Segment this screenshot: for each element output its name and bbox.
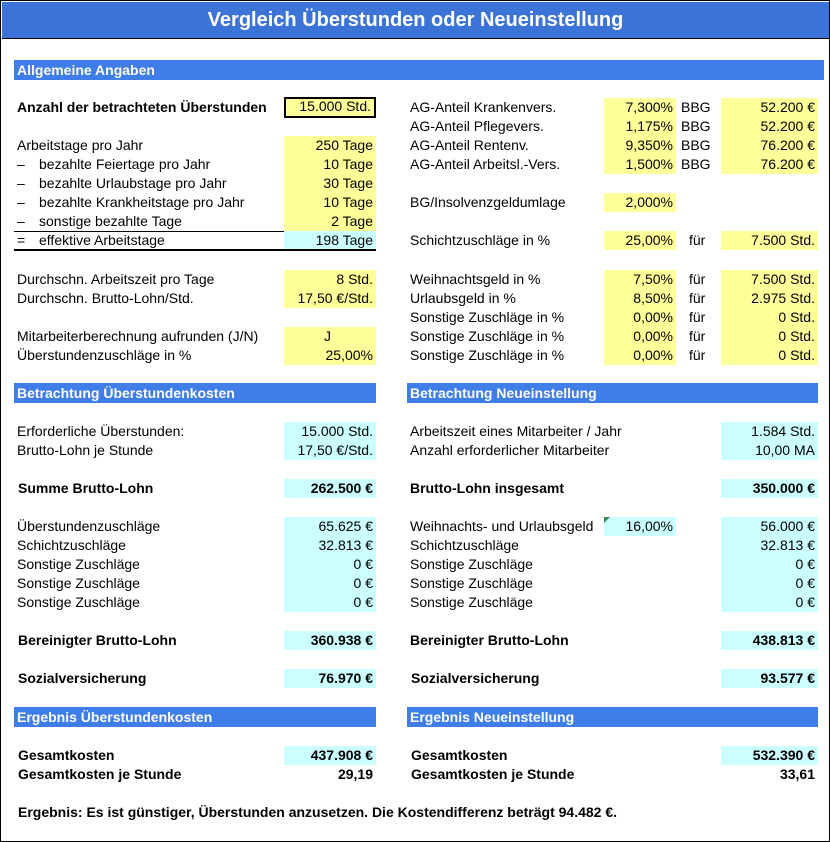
- ueber-gesamtkosten-value: 437.908 €: [284, 746, 376, 765]
- summe-brutto-lohn-value: 262.500 €: [284, 479, 376, 498]
- neu-sonstige-1-label: Sonstige Zuschläge: [410, 556, 533, 572]
- kv-bbg-input[interactable]: 52.200 €: [721, 98, 818, 117]
- weihnachts-urlaubsgeld-pct: 16,00%: [604, 517, 676, 536]
- anzahl-mitarbeiter-label: Anzahl erforderlicher Mitarbeiter: [410, 442, 610, 458]
- feiertage-prefix: –: [17, 156, 25, 172]
- anzahl-ueberstunden-input[interactable]: 15.000 Std.: [284, 97, 376, 118]
- ueberstundenzuschlag-input[interactable]: 25,00%: [284, 346, 376, 365]
- pv-label: AG-Anteil Pflegevers.: [410, 118, 544, 134]
- neu-gesamtkosten-stunde-label: Gesamtkosten je Stunde: [411, 766, 575, 782]
- ueber-bereinigt-value: 360.938 €: [284, 631, 376, 650]
- weihnachtsgeld-pct-input[interactable]: 7,50%: [604, 270, 676, 289]
- anzahl-mitarbeiter-value: 10,00 MA: [721, 441, 818, 460]
- sonstige-zuschlag-1-std-input[interactable]: 0 Std.: [721, 308, 818, 327]
- sonstige-zuschlag-3-fuer-label: für: [689, 347, 706, 363]
- cell-comment-marker-icon: [604, 517, 610, 523]
- summe-brutto-lohn-label: Summe Brutto-Lohn: [18, 480, 154, 496]
- ueberstundenzuschlag-label: Überstundenzuschläge in %: [17, 347, 192, 363]
- rv-label: AG-Anteil Rentenv.: [410, 137, 529, 153]
- lohn-je-stunde-label: Brutto-Lohn je Stunde: [17, 442, 154, 458]
- urlaubsgeld-std-input[interactable]: 2.975 Std.: [721, 289, 818, 308]
- brutto-lohn-input[interactable]: 17,50 €/Std.: [284, 289, 376, 308]
- sonstige-zuschlag-2-pct-input[interactable]: 0,00%: [604, 327, 676, 346]
- ueber-gesamtkosten-stunde-label: Gesamtkosten je Stunde: [18, 766, 182, 782]
- sonstige-tage-label: sonstige bezahlte Tage: [39, 213, 182, 229]
- sonstige-zuschlag-2-fuer-label: für: [689, 328, 706, 344]
- urlaubstage-prefix: –: [17, 175, 25, 191]
- ueber-sonstige-1-value: 0 €: [284, 555, 376, 574]
- neu-gesamtkosten-value: 532.390 €: [721, 746, 818, 765]
- neu-bereinigt-label: Bereinigter Brutto-Lohn: [410, 632, 569, 648]
- urlaubstage-input[interactable]: 30 Tage: [284, 174, 376, 193]
- section-header-ergebnis-neueinstellung: Ergebnis Neueinstellung: [407, 707, 818, 727]
- brutto-lohn-insgesamt-value: 350.000 €: [721, 479, 818, 498]
- arbeitszeit-mitarbeiter-label: Arbeitszeit eines Mitarbeiter / Jahr: [410, 423, 622, 439]
- schicht-label: Schichtzuschläge in %: [410, 232, 551, 248]
- sonstige-tage-input[interactable]: 2 Tage: [284, 212, 376, 231]
- weihnachtsgeld-fuer-label: für: [689, 271, 706, 287]
- section-header-neueinstellung: Betrachtung Neueinstellung: [407, 383, 818, 403]
- rv-bbg-input[interactable]: 76.200 €: [721, 136, 818, 155]
- ueber-sonstige-2-label: Sonstige Zuschläge: [17, 575, 140, 591]
- page-title: Vergleich Überstunden oder Neueinstellung: [2, 2, 829, 39]
- total-underline: [14, 249, 376, 251]
- sonstige-zuschlag-1-pct-input[interactable]: 0,00%: [604, 308, 676, 327]
- sonstige-zuschlag-2-std-input[interactable]: 0 Std.: [721, 327, 818, 346]
- rv-bbg-label: BBG: [681, 137, 711, 153]
- krankheitstage-input[interactable]: 10 Tage: [284, 193, 376, 212]
- ueber-sozialversicherung-label: Sozialversicherung: [18, 670, 147, 686]
- sonstige-zuschlag-3-pct-input[interactable]: 0,00%: [604, 346, 676, 365]
- aufrunden-input[interactable]: J: [284, 327, 376, 346]
- effektive-arbeitstage-label: effektive Arbeitstage: [39, 232, 165, 248]
- ueber-sonstige-3-value: 0 €: [284, 593, 376, 612]
- ueber-sonstige-3-label: Sonstige Zuschläge: [17, 594, 140, 610]
- ueber-gesamtkosten-stunde-value: 29,19: [337, 766, 373, 782]
- feiertage-label: bezahlte Feiertage pro Jahr: [39, 156, 211, 172]
- weihnachtsgeld-std-input[interactable]: 7.500 Std.: [721, 270, 818, 289]
- ueber-sonstige-2-value: 0 €: [284, 574, 376, 593]
- av-bbg-label: BBG: [681, 156, 711, 172]
- urlaubsgeld-pct-input[interactable]: 8,50%: [604, 289, 676, 308]
- section-header-ueberstundenkosten: Betrachtung Überstundenkosten: [14, 383, 376, 403]
- bg-label: BG/Insolvenzgeldumlage: [410, 194, 566, 210]
- brutto-lohn-label: Durchschn. Brutto-Lohn/Std.: [17, 290, 194, 306]
- aufrunden-label: Mitarbeiterberechnung aufrunden (J/N): [17, 328, 259, 344]
- neu-sonstige-3-label: Sonstige Zuschläge: [410, 594, 533, 610]
- ueber-schichtzuschlaege-label: Schichtzuschläge: [17, 537, 126, 553]
- schicht-std-input[interactable]: 7.500 Std.: [721, 231, 818, 250]
- ueber-gesamtkosten-label: Gesamtkosten: [18, 747, 115, 763]
- ueber-sozialversicherung-value: 76.970 €: [284, 669, 376, 688]
- av-pct-input[interactable]: 1,500%: [604, 155, 676, 174]
- anzahl-ueberstunden-label: Anzahl der betrachteten Überstunden: [17, 99, 267, 115]
- effektiv-prefix: =: [17, 232, 26, 248]
- arbeitszeit-label: Durchschn. Arbeitszeit pro Tage: [17, 271, 215, 287]
- sonstige-zuschlag-2-label: Sonstige Zuschläge in %: [410, 328, 565, 344]
- ueber-bereinigt-label: Bereinigter Brutto-Lohn: [18, 632, 177, 648]
- section-header-ergebnis-ueberstunden: Ergebnis Überstundenkosten: [14, 707, 376, 727]
- krankheitstage-prefix: –: [17, 194, 25, 210]
- kv-pct-input[interactable]: 7,300%: [604, 98, 676, 117]
- ueberstundenzuschlaege-value: 65.625 €: [284, 517, 376, 536]
- neu-sonstige-2-value: 0 €: [721, 574, 818, 593]
- schicht-fuer-label: für: [689, 232, 706, 248]
- neu-schichtzuschlaege-label: Schichtzuschläge: [410, 537, 519, 553]
- krankheitstage-label: bezahlte Krankheitstage pro Jahr: [39, 194, 245, 210]
- neu-bereinigt-value: 438.813 €: [721, 631, 818, 650]
- neu-sonstige-1-value: 0 €: [721, 555, 818, 574]
- arbeitszeit-input[interactable]: 8 Std.: [284, 270, 376, 289]
- pv-bbg-input[interactable]: 52.200 €: [721, 117, 818, 136]
- bg-pct-input[interactable]: 2,000%: [604, 193, 676, 212]
- weihnachts-urlaubsgeld-label: Weihnachts- und Urlaubsgeld: [410, 518, 594, 534]
- neu-sozialversicherung-value: 93.577 €: [721, 669, 818, 688]
- urlaubsgeld-fuer-label: für: [689, 290, 706, 306]
- neu-gesamtkosten-label: Gesamtkosten: [411, 747, 508, 763]
- rv-pct-input[interactable]: 9,350%: [604, 136, 676, 155]
- section-header-allgemein: Allgemeine Angaben: [14, 60, 824, 80]
- arbeitszeit-mitarbeiter-value: 1.584 Std.: [721, 422, 818, 441]
- ueber-sonstige-1-label: Sonstige Zuschläge: [17, 556, 140, 572]
- weihnachtsgeld-label: Weihnachtsgeld in %: [410, 271, 541, 287]
- sonstige-zuschlag-3-std-input[interactable]: 0 Std.: [721, 346, 818, 365]
- weihnachts-urlaubsgeld-value: 56.000 €: [721, 517, 818, 536]
- ergebnis-text: Ergebnis: Es ist günstiger, Überstunden anzusetzen. Die Kostendifferenz beträgt 94.482 €.: [18, 804, 618, 820]
- sonstige-zuschlag-1-label: Sonstige Zuschläge in %: [410, 309, 565, 325]
- feiertage-input[interactable]: 10 Tage: [284, 155, 376, 174]
- schicht-pct-input[interactable]: 25,00%: [604, 231, 676, 250]
- neu-gesamtkosten-stunde-value: 33,61: [779, 766, 815, 782]
- kv-label: AG-Anteil Krankenvers.: [410, 99, 557, 115]
- urlaubstage-label: bezahlte Urlaubstage pro Jahr: [39, 175, 227, 191]
- erforderliche-ueberstunden-label: Erforderliche Überstunden:: [17, 423, 185, 439]
- arbeitstage-input[interactable]: 250 Tage: [284, 136, 376, 155]
- sonstige-zuschlag-1-fuer-label: für: [689, 309, 706, 325]
- neu-schichtzuschlaege-value: 32.813 €: [721, 536, 818, 555]
- pv-pct-input[interactable]: 1,175%: [604, 117, 676, 136]
- lohn-je-stunde-value: 17,50 €/Std.: [284, 441, 376, 460]
- neu-sozialversicherung-label: Sozialversicherung: [411, 670, 540, 686]
- ueber-schichtzuschlaege-value: 32.813 €: [284, 536, 376, 555]
- brutto-lohn-insgesamt-label: Brutto-Lohn insgesamt: [410, 480, 564, 496]
- av-label: AG-Anteil Arbeitsl.-Vers.: [410, 156, 561, 172]
- av-bbg-input[interactable]: 76.200 €: [721, 155, 818, 174]
- sonstige-tage-prefix: –: [17, 213, 25, 229]
- effektive-arbeitstage-value: 198 Tage: [284, 231, 376, 250]
- ueberstundenzuschlaege-label: Überstundenzuschläge: [17, 518, 161, 534]
- pv-bbg-label: BBG: [681, 118, 711, 134]
- urlaubsgeld-label: Urlaubsgeld in %: [410, 290, 516, 306]
- neu-sonstige-2-label: Sonstige Zuschläge: [410, 575, 533, 591]
- erforderliche-ueberstunden-value: 15.000 Std.: [284, 422, 376, 441]
- neu-sonstige-3-value: 0 €: [721, 593, 818, 612]
- kv-bbg-label: BBG: [681, 99, 711, 115]
- sonstige-zuschlag-3-label: Sonstige Zuschläge in %: [410, 347, 565, 363]
- arbeitstage-label: Arbeitstage pro Jahr: [17, 137, 144, 153]
